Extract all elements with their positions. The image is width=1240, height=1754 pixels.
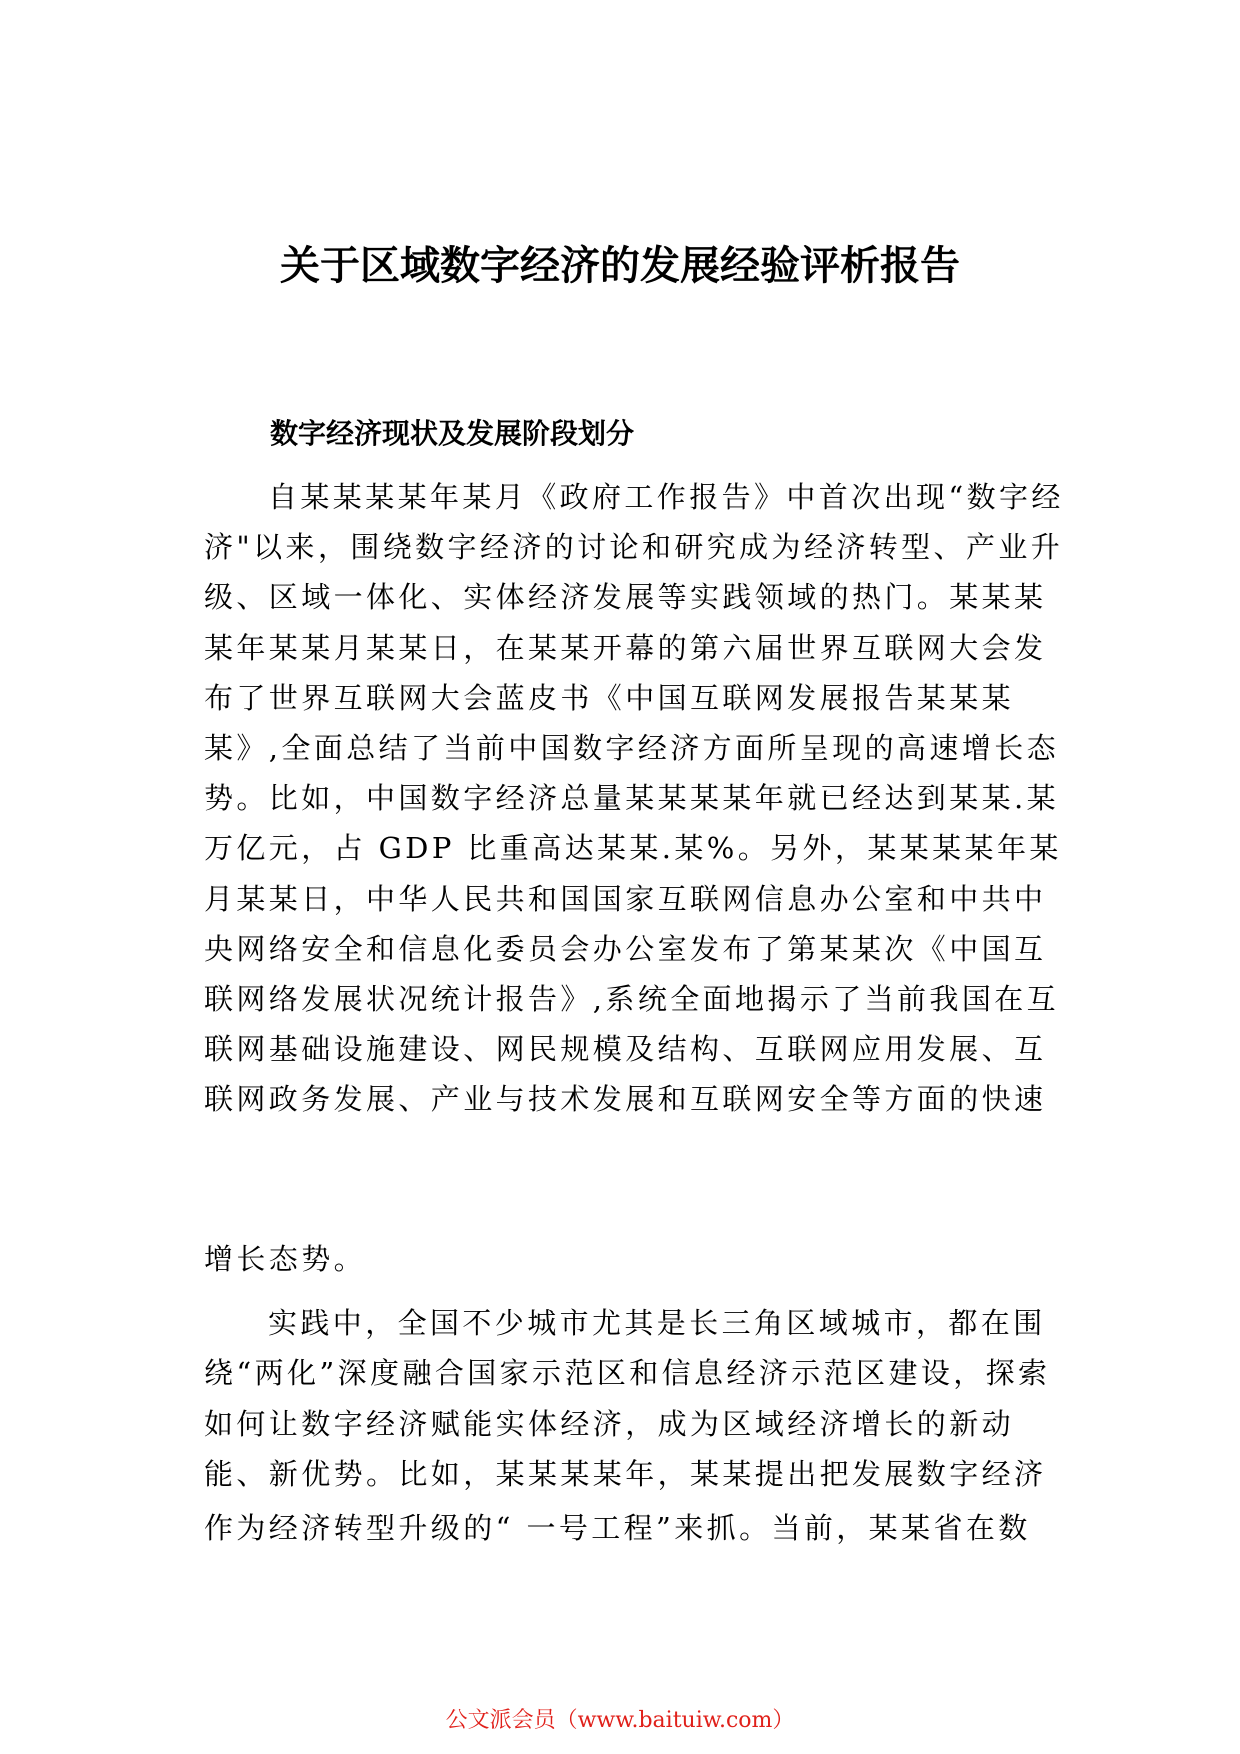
body-paragraph: 自某某某某年某月《政府工作报告》中首次出现“数字经济"以来，围绕数字经济的讨论和研究成为经济转型、产业升级、区域一体化、实体经济发展等实践领域的热门。某某某某年某某月某某日，在某某开幕的第六届世界互联网大会发布了世界互联网大会蓝皮书《中国互联网发展报告某某某某》,全面总结了当前中国数字经济方面所呈现的高速增长态势。比如，中国数字经济总量某某某某年就已经达到某某.某万亿元，占 GDP 比重高达某某.某%。另外，某某某某年某 月某某日，中华人民共和国国家互联网信息办公室和中共中 央网络安全和信息化委员会办公室发布了第某某次《中国互 联网络发展状况统计报告》,系统全面地揭示了当前我国在互 联网基础设施建设、网民规模及结构、互联网应用发展、互 联网政务发展、产业与技术发展和互联网安全等方面的快速 [204,480,1064,1117]
body-paragraph: 作为经济转型升级的“ 一号工程”来抓。当前，某某省在数 [204,1511,1031,1545]
section-heading: 数字经济现状及发展阶段划分 [270,417,635,450]
footer-watermark-link[interactable]: 公文派会员（www.baituiw.com） [445,1708,795,1733]
body-paragraph: 实践中，全国不少城市尤其是长三角区域城市，都在围绕“两化”深度融合国家示范区和信息经济示范区建设，探索如何让数字经济赋能实体经济，成为区域经济增长的新动能、新优势。比如，某某某某年，某某提出把发展数字经济 [204,1306,1051,1492]
body-paragraph: 增长态势。 [204,1242,367,1276]
document-title: 关于区域数字经济的发展经验评析报告 [280,243,960,289]
